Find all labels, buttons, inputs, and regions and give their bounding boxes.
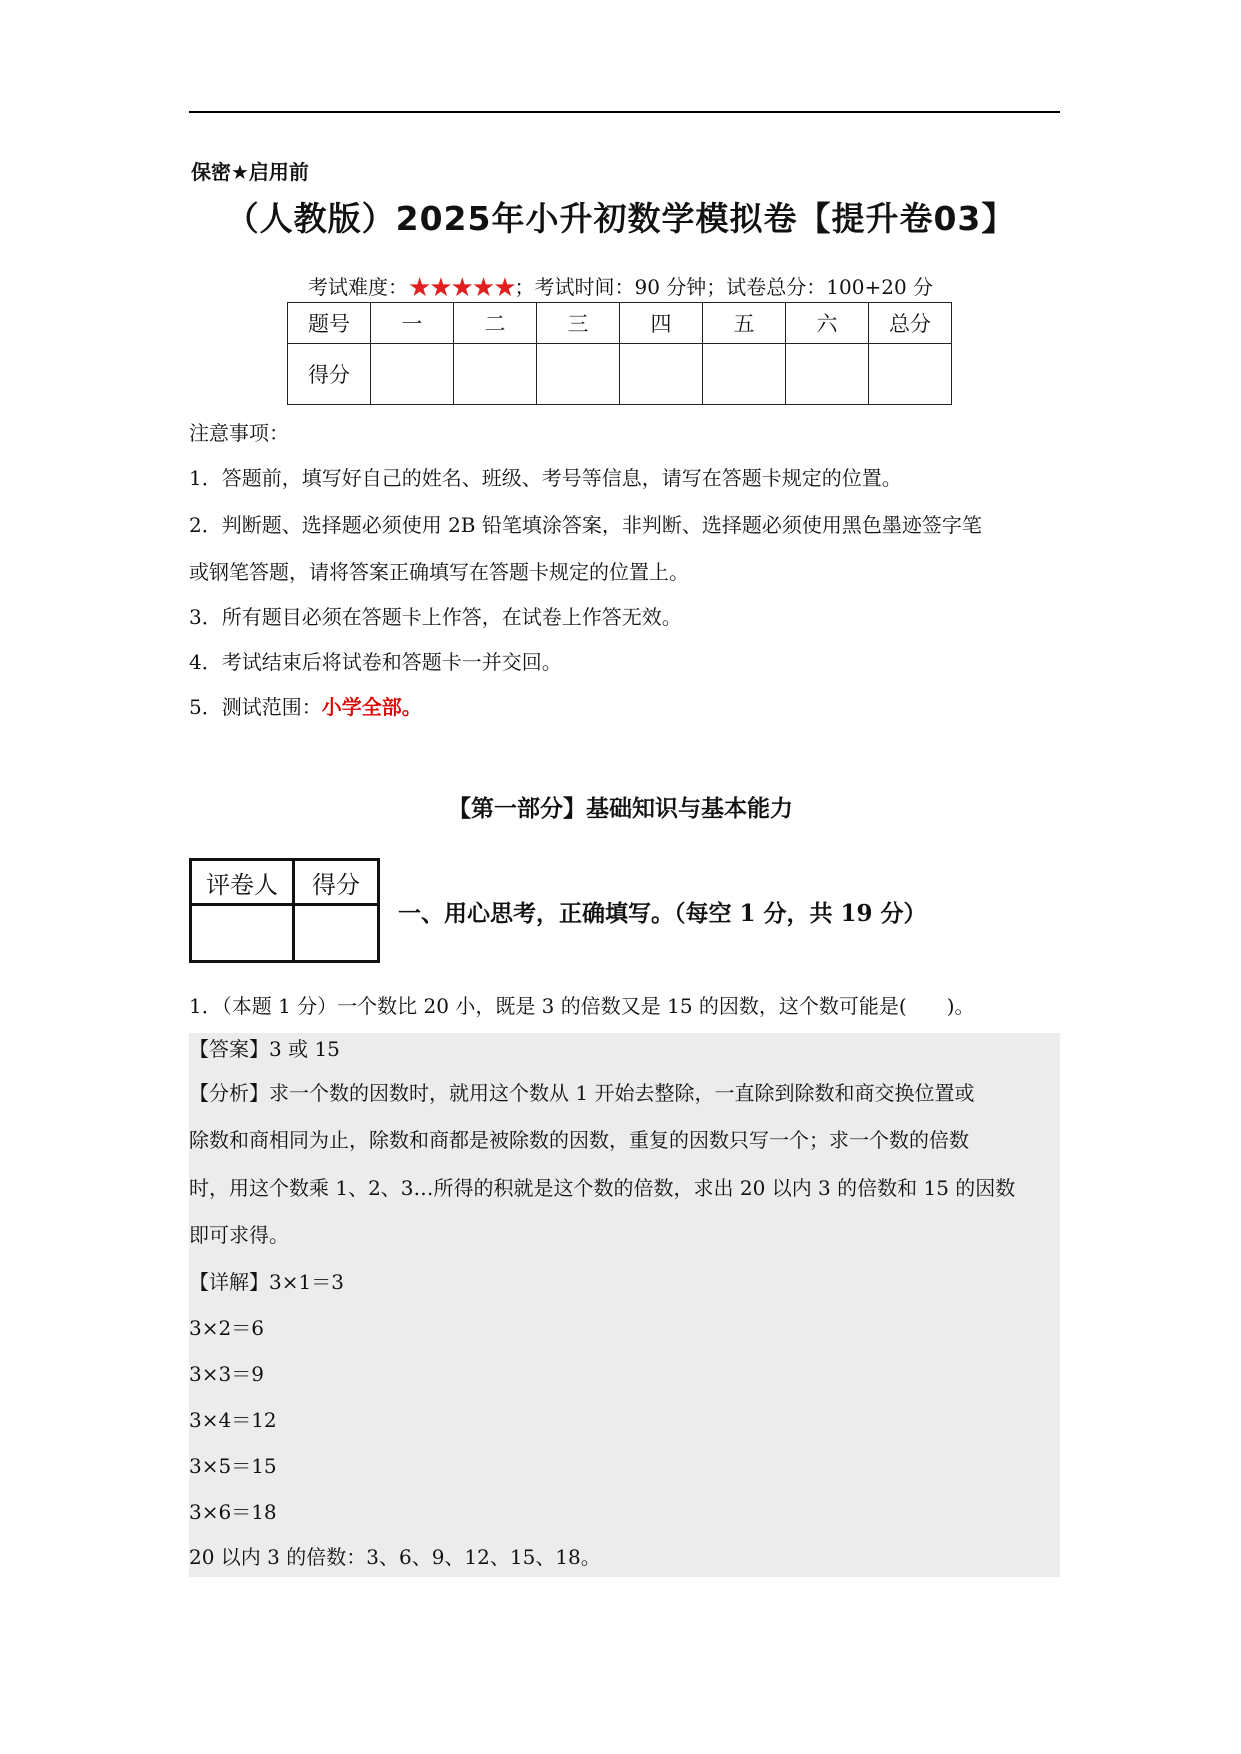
score-cell xyxy=(786,344,869,405)
header-rule xyxy=(189,111,1060,113)
note-item: 1．答题前，填写好自己的姓名、班级、考号等信息，请写在答题卡规定的位置。 xyxy=(189,466,902,490)
difficulty-label: 考试难度： xyxy=(307,275,408,299)
answer-panel xyxy=(189,1033,1060,1577)
answer-line: 3×6＝18 xyxy=(189,1500,277,1524)
answer-line: 3×2＝6 xyxy=(189,1316,264,1340)
score-table-col: 六 xyxy=(786,303,869,344)
answer-line: 20 以内 3 的倍数：3、6、9、12、15、18。 xyxy=(189,1545,601,1569)
score-table-col: 五 xyxy=(703,303,786,344)
score-cell xyxy=(371,344,454,405)
score-cell xyxy=(454,344,537,405)
grader-score-label: 得分 xyxy=(294,860,379,905)
question-1: 1．（本题 1 分）一个数比 20 小，既是 3 的倍数又是 15 的因数，这个数可能是( )。 xyxy=(189,994,975,1018)
score-cell xyxy=(869,344,952,405)
note-item: 或钢笔答题，请将答案正确填写在答题卡规定的位置上。 xyxy=(189,560,689,584)
score-cell xyxy=(703,344,786,405)
answer-line: 3×4＝12 xyxy=(189,1408,277,1432)
grader-score-cell xyxy=(294,905,379,962)
notes-section xyxy=(189,411,1069,730)
confidential-label: 保密★启用前 xyxy=(191,160,309,184)
score-table-col: 二 xyxy=(454,303,537,344)
exam-meta xyxy=(0,271,1241,303)
note-item: 3．所有题目必须在答题卡上作答，在试卷上作答无效。 xyxy=(189,605,682,629)
answer-line: 3×3＝9 xyxy=(189,1362,264,1386)
scope-value: 小学全部。 xyxy=(321,695,422,719)
score-table-col: 四 xyxy=(620,303,703,344)
score-cell xyxy=(620,344,703,405)
section-heading: 一、用心思考，正确填写。（每空 1 分，共 19 分） xyxy=(398,900,927,927)
answer-line: 时，用这个数乘 1、2、3…所得的积就是这个数的倍数，求出 20 以内 3 的倍数和 15 的因数 xyxy=(189,1176,1016,1200)
answer-line: 除数和商相同为止，除数和商都是被除数的因数，重复的因数只写一个；求一个数的倍数 xyxy=(189,1128,969,1152)
score-table-col: 总分 xyxy=(869,303,952,344)
note-item: 4．考试结束后将试卷和答题卡一并交回。 xyxy=(189,650,562,674)
notes-heading: 注意事项： xyxy=(189,421,289,445)
answer-line: 即可求得。 xyxy=(189,1223,289,1247)
scope-label: 5．测试范围： xyxy=(189,695,322,719)
note-item-scope xyxy=(189,685,1069,730)
note-item: 2．判断题、选择题必须使用 2B 铅笔填涂答案，非判断、选择题必须使用黑色墨迹签字笔 xyxy=(189,513,982,537)
score-table-col: 三 xyxy=(537,303,620,344)
score-table xyxy=(287,302,952,405)
answer-line: 【详解】3×1＝3 xyxy=(189,1270,344,1294)
answer-line: 3×5＝15 xyxy=(189,1454,277,1478)
part-title: 【第一部分】基础知识与基本能力 xyxy=(448,796,793,822)
score-cell xyxy=(537,344,620,405)
score-table-header-label: 题号 xyxy=(288,303,371,344)
exam-time-and-score: ；考试时间：90 分钟；试卷总分：100+20 分 xyxy=(514,275,934,299)
score-table-score-label: 得分 xyxy=(288,344,371,405)
grader-label: 评卷人 xyxy=(191,860,294,905)
page-title: （人教版）2025年小升初数学模拟卷【提升卷03】 xyxy=(225,199,1016,238)
score-table-col: 一 xyxy=(371,303,454,344)
grader-table xyxy=(189,858,380,963)
grader-cell xyxy=(191,905,294,962)
answer-line: 【分析】求一个数的因数时，就用这个数从 1 开始去整除，一直除到除数和商交换位置或 xyxy=(189,1081,975,1105)
answer-line: 【答案】3 或 15 xyxy=(189,1037,340,1061)
difficulty-stars: ★★★★★ xyxy=(407,273,515,303)
